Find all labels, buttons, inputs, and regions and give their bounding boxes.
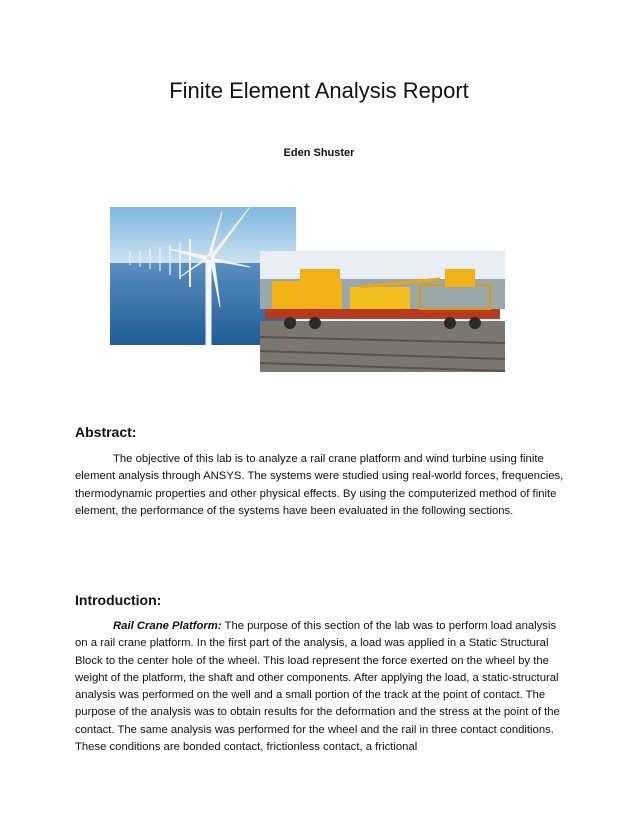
- introduction-text: The purpose of this section of the lab was to perform load analysis on a rail crane platform. In the first part of the analysis, a load was applied in a Static Structural Block to the center hole of the wheel. This load represent the force exerted on the wheel by the weight of the platform, the shaft and other components. After applying the load, a static-structural analysis was performed on the well and a small portion of the track at the point of contact. The purpose of the analysis was to obtain results for the deformation and the stress at the point of the contact. The same analysis was performed for the wheel and the rail in three contact conditions. These conditions are bonded contact, frictionless contact, a frictional: [75, 620, 560, 754]
- rail-crane-platform-label: Rail Crane Platform:: [113, 620, 222, 632]
- abstract-paragraph: The objective of this lab is to analyze a rail crane platform and wind turbine using finite element analysis through ANSYS. The systems were studied using real-world forces, frequencies, thermodynamic properties and other physical effects. By using the computerized method of finite element, the performance of the systems have been evaluated in the following sections.: [75, 453, 564, 517]
- abstract-heading: Abstract:: [75, 424, 137, 440]
- report-title: Finite Element Analysis Report: [169, 78, 469, 103]
- author-name: Eden Shuster: [283, 147, 355, 159]
- introduction-paragraph: [75, 618, 567, 756]
- rail-crane-image: [260, 251, 505, 372]
- introduction-heading: Introduction:: [75, 592, 162, 608]
